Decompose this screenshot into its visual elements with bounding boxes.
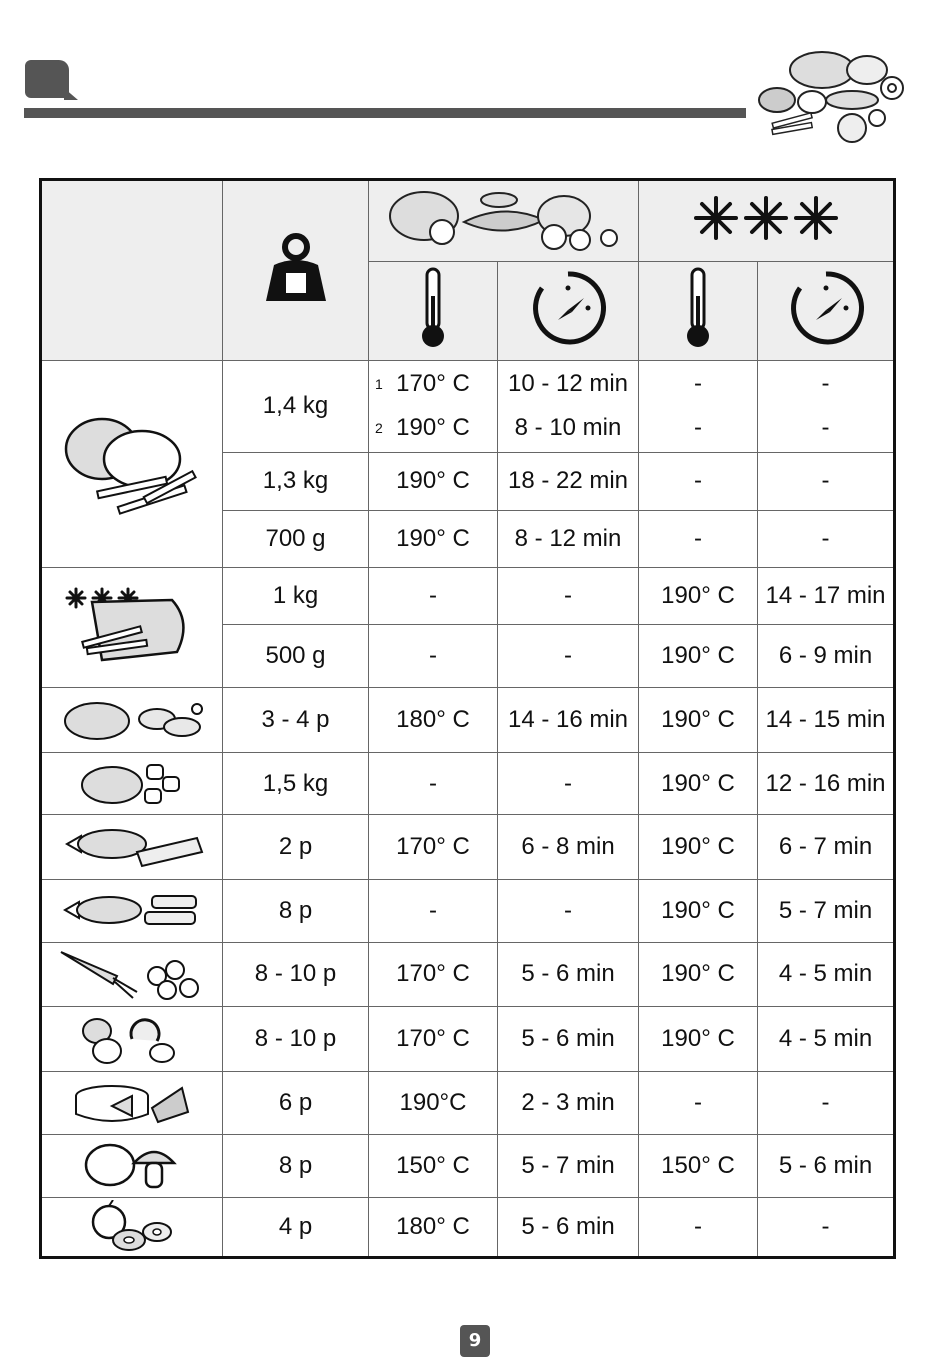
table-row xyxy=(41,1071,895,1134)
food-illustration-icon xyxy=(752,40,912,150)
food-cell xyxy=(41,1197,223,1257)
fresh-time-cell: 5 - 6 min xyxy=(498,1197,639,1257)
frozen-temp-cell: 190° C xyxy=(639,879,758,942)
apple-rings-icon xyxy=(87,1200,177,1254)
fresh-time-cell: 5 - 7 min xyxy=(498,1135,639,1197)
qty-cell: 8 p xyxy=(223,879,369,942)
table-row xyxy=(41,1197,895,1257)
food-cell xyxy=(41,1071,223,1134)
food-cell xyxy=(41,753,223,815)
frozen-temp-cell: - xyxy=(639,510,758,567)
frozen-temp-cell: 190° C xyxy=(639,1006,758,1071)
food-cell xyxy=(41,879,223,942)
fresh-temp-cell: 150° C xyxy=(369,1135,498,1197)
food-cell xyxy=(41,361,223,568)
frozen-temp-cell: 190° C xyxy=(639,687,758,752)
fresh-temp-value: 170° C xyxy=(396,370,470,398)
food-cell xyxy=(41,1006,223,1071)
fresh-temp-cell: 170° C xyxy=(369,815,498,879)
frozen-time-cell: 5 - 6 min xyxy=(758,1135,895,1197)
food-cell xyxy=(41,687,223,752)
frozen-temp-header xyxy=(639,262,758,361)
thermometer-icon xyxy=(683,266,713,350)
four-star-freezer-icon xyxy=(691,188,841,248)
table-row xyxy=(41,687,895,752)
shrimp-icon xyxy=(77,1011,187,1067)
qty-cell: 6 p xyxy=(223,1071,369,1134)
table-row xyxy=(41,361,895,453)
frozen-time-cell: 14 - 15 min xyxy=(758,687,895,752)
cheese-icon xyxy=(72,1078,192,1128)
fresh-time-cell: - xyxy=(498,568,639,625)
fresh-time-cell: 18 - 22 min xyxy=(498,452,639,510)
fresh-time-cell: 5 - 6 min xyxy=(498,943,639,1006)
frozen-time-cell xyxy=(758,361,895,453)
fresh-time-cell: - xyxy=(498,753,639,815)
food-cell xyxy=(41,815,223,879)
fresh-temp-cell: - xyxy=(369,753,498,815)
squid-rings-icon xyxy=(57,946,207,1002)
thermometer-icon xyxy=(418,266,448,350)
frozen-temp-cell: 190° C xyxy=(639,815,758,879)
section-tab xyxy=(25,60,69,98)
qty-cell: 8 p xyxy=(223,1135,369,1197)
table-row xyxy=(41,879,895,942)
frozen-time-cell: 5 - 7 min xyxy=(758,879,895,942)
frozen-time-cell: 6 - 7 min xyxy=(758,815,895,879)
fresh-temp-cell: 180° C xyxy=(369,1197,498,1257)
frozen-time-value: - xyxy=(821,414,830,442)
food-cell xyxy=(41,943,223,1006)
table-row xyxy=(41,753,895,815)
fresh-time-cell: 8 - 12 min xyxy=(498,510,639,567)
fresh-time-cell: 2 - 3 min xyxy=(498,1071,639,1134)
fresh-temp-value: 190° C xyxy=(396,414,470,442)
frozen-time-cell: - xyxy=(758,1197,895,1257)
qty-cell: 8 - 10 p xyxy=(223,943,369,1006)
fresh-food-header xyxy=(369,180,639,262)
qty-cell: 1,4 kg xyxy=(223,361,369,453)
fresh-time-cell: 6 - 8 min xyxy=(498,815,639,879)
frozen-time-cell: 6 - 9 min xyxy=(758,625,895,687)
fresh-temp-cell: 190°C xyxy=(369,1071,498,1134)
qty-cell: 1,3 kg xyxy=(223,452,369,510)
frozen-temp-cell: - xyxy=(639,452,758,510)
quantity-header xyxy=(223,180,369,361)
fresh-time-cell: 5 - 6 min xyxy=(498,1006,639,1071)
table-row xyxy=(41,568,895,625)
frozen-temp-cell: - xyxy=(639,1197,758,1257)
frozen-time-cell: 14 - 17 min xyxy=(758,568,895,625)
food-header xyxy=(41,180,223,361)
qty-cell: 1,5 kg xyxy=(223,753,369,815)
frozen-temp-cell: 190° C xyxy=(639,753,758,815)
fresh-time-value: 10 - 12 min xyxy=(507,370,629,398)
weight-icon xyxy=(264,227,328,307)
clock-icon xyxy=(528,268,608,348)
fresh-time-cell: - xyxy=(498,879,639,942)
fresh-time-value: 8 - 10 min xyxy=(514,414,622,442)
header-rule xyxy=(24,108,746,118)
fresh-temp-cell xyxy=(369,361,498,453)
qty-cell: 700 g xyxy=(223,510,369,567)
fresh-temp-cell: 190° C xyxy=(369,510,498,567)
qty-cell: 500 g xyxy=(223,625,369,687)
chicken-nuggets-icon xyxy=(77,759,187,809)
fish-fillet-icon xyxy=(57,822,207,872)
frozen-time-cell: - xyxy=(758,1071,895,1134)
frozen-food-header xyxy=(639,180,895,262)
fresh-temp-header xyxy=(369,262,498,361)
clock-icon xyxy=(786,268,866,348)
food-cell xyxy=(41,1135,223,1197)
fresh-temp-cell: - xyxy=(369,568,498,625)
fresh-time-header xyxy=(498,262,639,361)
table-row xyxy=(41,943,895,1006)
step-number: 1 xyxy=(375,376,383,393)
fresh-temp-cell: 170° C xyxy=(369,1006,498,1071)
fresh-time-cell: 14 - 16 min xyxy=(498,687,639,752)
fish-sticks-icon xyxy=(57,886,207,936)
frozen-temp-cell: - xyxy=(639,1071,758,1134)
frozen-time-header xyxy=(758,262,895,361)
fresh-potato-fries-icon xyxy=(57,404,207,524)
frozen-time-cell: - xyxy=(758,510,895,567)
frozen-temp-value: - xyxy=(694,414,702,442)
frozen-time-cell: 4 - 5 min xyxy=(758,943,895,1006)
cooking-guide-table xyxy=(39,178,896,1259)
qty-cell: 8 - 10 p xyxy=(223,1006,369,1071)
table-row xyxy=(41,815,895,879)
table-row xyxy=(41,1006,895,1071)
fresh-temp-cell: 180° C xyxy=(369,687,498,752)
section-tab-corner xyxy=(64,88,78,100)
frozen-temp-value: - xyxy=(694,370,702,398)
frozen-time-cell: - xyxy=(758,452,895,510)
fresh-food-icon xyxy=(384,182,624,254)
table-row xyxy=(41,1135,895,1197)
frozen-time-cell: 4 - 5 min xyxy=(758,1006,895,1071)
fresh-time-cell xyxy=(498,361,639,453)
frozen-temp-cell: 190° C xyxy=(639,568,758,625)
page-number: 9 xyxy=(460,1325,490,1357)
frozen-fries-icon xyxy=(62,582,202,672)
qty-cell: 1 kg xyxy=(223,568,369,625)
food-cell xyxy=(41,568,223,688)
qty-cell: 2 p xyxy=(223,815,369,879)
step-number: 2 xyxy=(375,420,383,437)
frozen-time-value: - xyxy=(821,370,830,398)
fresh-time-cell: - xyxy=(498,625,639,687)
fresh-temp-cell: - xyxy=(369,625,498,687)
chicken-drumsticks-icon xyxy=(57,695,207,745)
frozen-temp-cell xyxy=(639,361,758,453)
fresh-temp-cell: 190° C xyxy=(369,452,498,510)
frozen-temp-cell: 190° C xyxy=(639,943,758,1006)
qty-cell: 4 p xyxy=(223,1197,369,1257)
fresh-temp-cell: 170° C xyxy=(369,943,498,1006)
frozen-temp-cell: 190° C xyxy=(639,625,758,687)
fresh-temp-cell: - xyxy=(369,879,498,942)
frozen-time-cell: 12 - 16 min xyxy=(758,753,895,815)
frozen-temp-cell: 150° C xyxy=(639,1135,758,1197)
qty-cell: 3 - 4 p xyxy=(223,687,369,752)
mushroom-icon xyxy=(82,1139,182,1193)
